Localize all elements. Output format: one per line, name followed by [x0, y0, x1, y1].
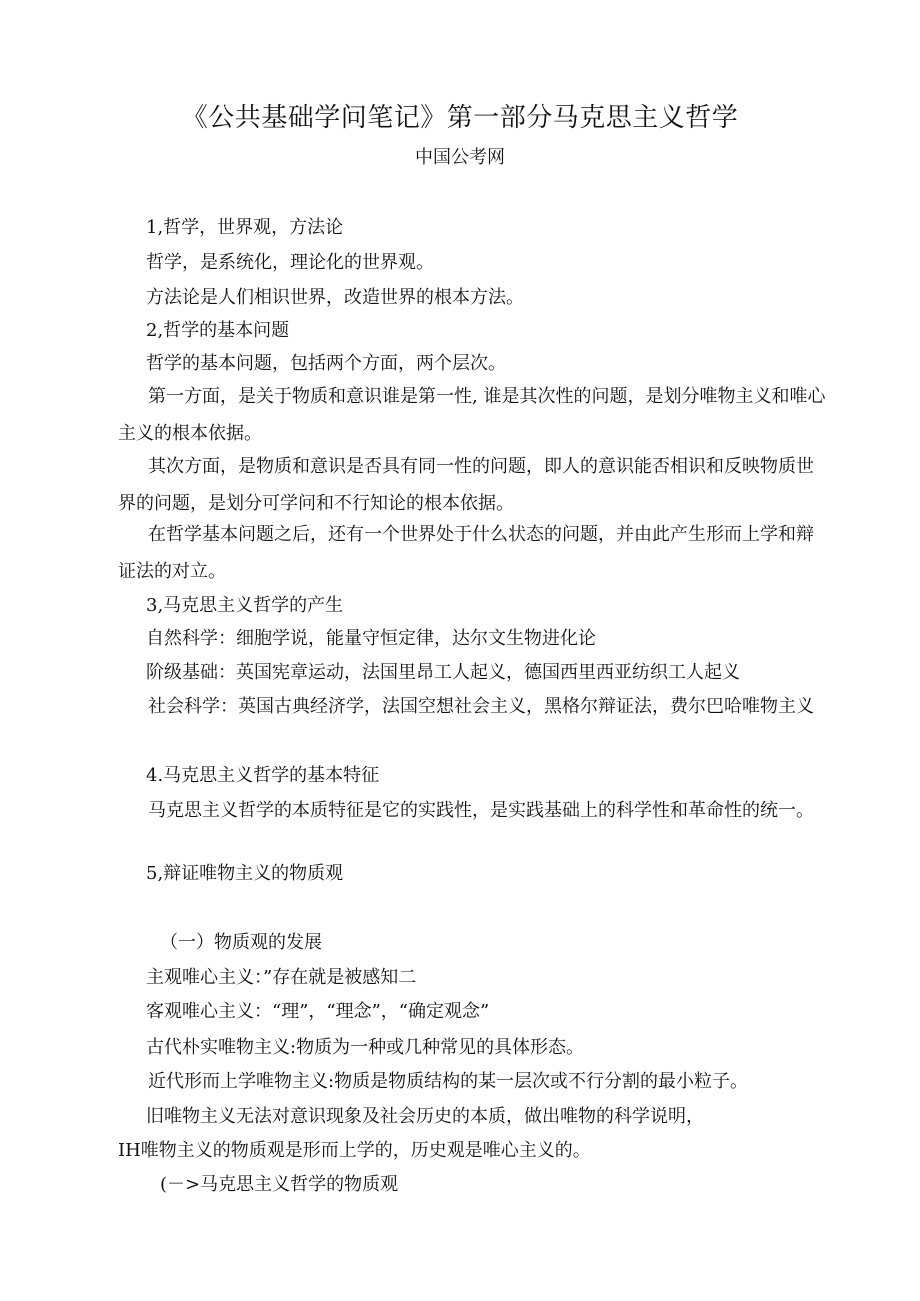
paragraph: 近代形而上学唯物主义:物质是物质结构的某一层次或不行分割的最小粒子。: [148, 1071, 749, 1092]
paragraph: 旧唯物主义无法对意识现象及社会历史的本质，做出唯物的科学说明，: [146, 1106, 704, 1127]
section-heading: 1,哲学，世界观，方法论: [146, 217, 344, 238]
document-subtitle: 中国公考网: [415, 147, 505, 168]
paragraph: 马克思主义哲学的本质特征是它的实践性，是实践基础上的科学性和革命性的统一。: [148, 800, 814, 821]
section-heading: 4.马克思主义哲学的基本特征: [146, 765, 380, 786]
paragraph: 社会科学：英国古典经济学，法国空想社会主义，黑格尔辩证法，费尔巴哈唯物主义: [148, 696, 814, 717]
paragraph: 阶级基础：英国宪章运动，法国里昂工人起义，德国西里西亚纺织工人起义: [146, 662, 740, 683]
section-heading: 3,马克思主义哲学的产生: [146, 595, 344, 616]
paragraph: 在哲学基本问题之后，还有一个世界处于什么状态的问题，并由此产生形而上学和辩证法的对立。: [118, 524, 814, 582]
paragraph: 客观唯心主义：“理”，“理念”，“确定观念”: [146, 1001, 490, 1022]
paragraph: 方法论是人们相识世界，改造世界的根本方法。: [146, 287, 524, 308]
section-heading: 2,哲学的基本问题: [146, 320, 290, 341]
subsection-heading: （一）物质观的发展: [160, 932, 322, 953]
document-title: 《公共基础学问笔记》第一部分马克思主义哲学: [181, 103, 739, 133]
paragraph: 哲学的基本问题，包括两个方面，两个层次。: [146, 353, 506, 374]
paragraph: 主观唯心主义：”存在就是被感知二: [146, 967, 417, 988]
paragraph: 哲学，是系统化，理论化的世界观。: [146, 252, 434, 273]
section-heading: 5,辩证唯物主义的物质观: [146, 863, 344, 884]
paragraph: IH唯物主义的物质观是形而上学的，历史观是唯心主义的。: [118, 1140, 591, 1161]
paragraph: 自然科学：细胞学说，能量守恒定律，达尔文生物进化论: [146, 628, 596, 649]
paragraph: 古代朴实唯物主义:物质为一种或几种常见的具体形态。: [146, 1037, 585, 1058]
paragraph: 第一方面，是关于物质和意识谁是第一性, 谁是其次性的问题，是划分唯物主义和唯心主义的根本依据。: [118, 386, 826, 444]
subsection-heading: (－>马克思主义哲学的物质观: [160, 1174, 399, 1195]
paragraph: 其次方面，是物质和意识是否具有同一性的问题，即人的意识能否相识和反映物质世界的问题，是划分可学问和不行知论的根本依据。: [118, 456, 814, 514]
